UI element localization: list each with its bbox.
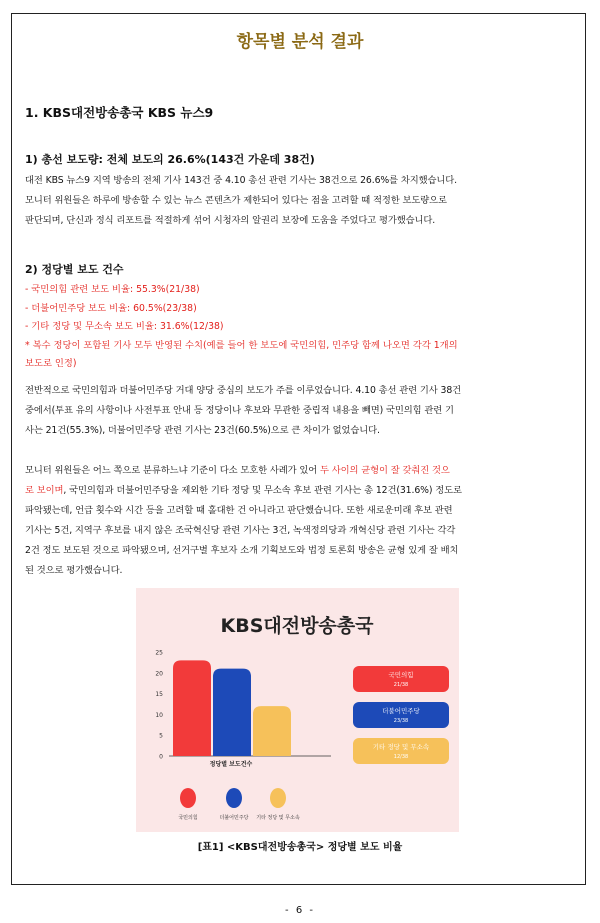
sub-heading-party: 2) 정당별 보도 건수 (25, 263, 124, 276)
highlight-text: 두 사이의 균형이 잘 갖춰진 것으 (319, 465, 450, 476)
note-line: 보도로 인정) (25, 358, 77, 369)
sub-heading-volume: 1) 총선 보도량: 전체 보도의 26.6%(143건 가운데 38건) (25, 153, 315, 166)
legend-pill-label: 더불어민주당 (382, 707, 420, 715)
legend-marker (226, 788, 242, 808)
legend-pill-value: 23/38 (393, 718, 409, 724)
legend-marker (270, 788, 286, 808)
text-line: 모니터 위원들은 하루에 방송할 수 있는 뉴스 콘텐츠가 제한되어 있다는 점을 고려할 때 적정한 보도량으로 (25, 195, 447, 206)
text-line: 판단되며, 단신과 정식 리포트를 적절하게 섞어 시청자의 알권리 보장에 도움을 주었다고 평가했습니다. (25, 215, 436, 226)
y-tick-label: 15 (155, 691, 163, 699)
chart-figure (136, 588, 459, 832)
text-line: 중에서(투표 유의 사항이나 사전투표 안내 등 정당이나 후보와 무관한 중립적 내용을 빼면) 국민의힘 관련 기 (25, 405, 454, 416)
legend-pill (353, 702, 449, 728)
note-line: * 복수 정당이 포함된 기사 모두 반영된 수치(예를 들어 한 보도에 국민의힘, 민주당 함께 나오면 각각 1개의 (25, 339, 458, 351)
text-line: 전반적으로 국민의힘과 더불어민주당 거대 양당 중심의 보도가 주를 이루었습니다. 4.10 총선 관련 기사 38건 (25, 385, 462, 396)
y-tick-label: 5 (159, 732, 163, 740)
y-tick-label: 0 (159, 753, 163, 761)
chart-bar (213, 669, 251, 756)
list-item: - 더불어민주당 보도 비율: 60.5%(23/38) (25, 302, 197, 314)
legend-label: 국민의힘 (178, 815, 198, 821)
highlight-text: 로 보이며 (25, 485, 64, 496)
list-item: - 기타 정당 및 무소속 보도 비율: 31.6%(12/38) (25, 321, 224, 332)
figure-caption: [표1] <KBS대전방송총국> 정당별 보도 비율 (197, 842, 403, 853)
legend-label: 더불어민주당 (219, 815, 249, 821)
legend-label: 기타 정당 및 무소속 (256, 815, 300, 821)
text-line: 된 것으로 평가했습니다. (25, 565, 123, 576)
legend-pill (353, 738, 449, 764)
text-line: 대전 KBS 뉴스9 지역 방송의 전체 기사 143건 중 4.10 총선 관련 기사는 38건으로 26.6%를 차지했습니다. (25, 175, 458, 186)
volume-paragraph (25, 171, 573, 231)
party-paragraph-1 (25, 381, 573, 441)
section-heading: 1. KBS대전방송총국 KBS 뉴스9 (25, 105, 214, 120)
party-paragraph-2 (25, 461, 573, 581)
page-number: - 6 - (285, 905, 315, 916)
text-line: 기사는 5건, 지역구 후보를 내지 않은 조국혁신당 관련 기사는 3건, 녹색정의당과 개혁신당 관련 기사는 각각 (25, 525, 456, 536)
list-item: - 국민의힘 관련 보도 비율: 55.3%(21/38) (25, 284, 200, 295)
text-line: 사는 21건(55.3%), 더불어민주당 관련 기사는 23건(60.5%)으로 큰 차이가 없었습니다. (25, 425, 380, 436)
legend-pill-value: 21/38 (393, 682, 409, 688)
y-tick-label: 10 (155, 711, 163, 719)
text-line: 파악됐는데, 언급 횟수와 시간 등을 고려할 때 홀대한 건 아니라고 판단했습니다. 또한 새로운미래 후보 관련 (25, 505, 453, 516)
legend-pill-value: 12/38 (393, 754, 409, 760)
chart-bar (173, 660, 211, 756)
x-axis-label: 정당별 보도건수 (209, 761, 253, 768)
y-tick-label: 20 (155, 670, 163, 678)
legend-pill (353, 666, 449, 692)
bar-chart (136, 588, 459, 832)
legend-pill-label: 기타 정당 및 무소속 (372, 743, 430, 751)
y-tick-label: 25 (155, 649, 163, 657)
party-ratio-list (25, 281, 458, 374)
legend-pill-label: 국민의힘 (388, 671, 414, 679)
legend-marker (180, 788, 196, 808)
page-title: 항목별 분석 결과 (236, 32, 364, 52)
chart-title: KBS대전방송총국 (220, 615, 374, 637)
text-line: 2건 정도 보도된 것으로 파악됐으며, 선거구별 후보자 소개 기획보도와 법정 토론회 방송은 균형 있게 잘 배치 (25, 545, 459, 556)
text-line: 로 보이며, 국민의힘과 더불어민주당을 제외한 기타 정당 및 무소속 후보 관련 기사는 총 12건(31.6%) 정도로 (25, 485, 462, 496)
chart-bar (253, 706, 291, 756)
text-line: 모니터 위원들은 어느 쪽으로 분류하느냐 기준이 다소 모호한 사례가 있어 두 사이의 균형이 잘 갖춰진 것으 (25, 465, 450, 476)
